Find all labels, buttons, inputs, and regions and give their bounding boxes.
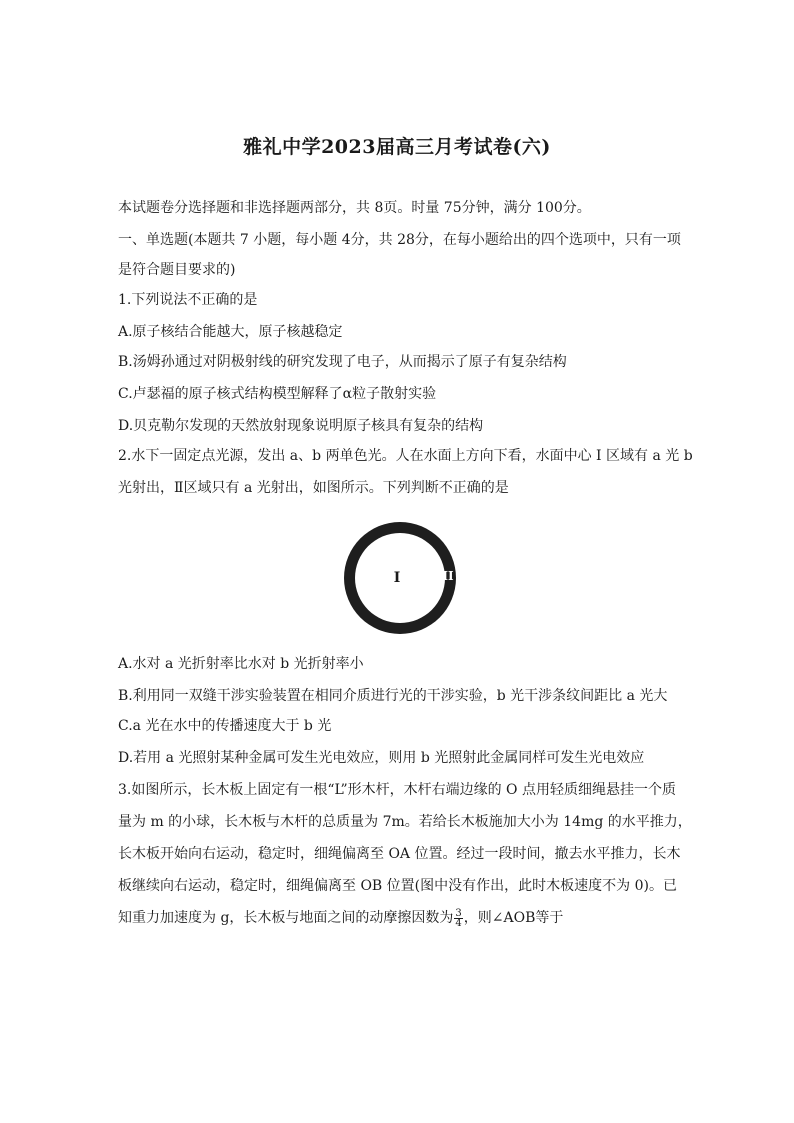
q2-stem-line1: 2.水下一固定点光源，发出 a、b 两单色光。人在水面上方向下看，水面中心 I 区域有 a 光 b bbox=[118, 448, 693, 464]
section-heading-cont: 是符合题目要求的) bbox=[118, 262, 236, 278]
page-title: 雅礼中学2023届高三月考试卷(六) bbox=[243, 136, 551, 158]
q3-line3: 长木板开始向右运动，稳定时，细绳偏离至 OA 位置。经过一段时间，撤去水平推力，长木 bbox=[118, 846, 681, 862]
region-ii-label: II bbox=[442, 569, 454, 583]
q3-line1: 3.如图所示，长木板上固定有一根“L”形木杆，木杆右端边缘的 O 点用轻质细绳悬挂一个质 bbox=[118, 782, 676, 798]
q2-option-d: D.若用 a 光照射某种金属可发生光电效应，则用 b 光照射此金属同样可发生光电效应 bbox=[118, 750, 645, 766]
q3-line5 bbox=[118, 908, 688, 928]
refraction-ring-figure bbox=[340, 518, 460, 638]
q1-option-b: B.汤姆孙通过对阴极射线的研究发现了电子，从而揭示了原子有复杂结构 bbox=[118, 354, 567, 370]
fraction-denominator: 4 bbox=[455, 917, 462, 929]
q2-option-b: B.利用同一双缝干涉实验装置在相同介质进行光的干涉实验，b 光干涉条纹间距比 a 光大 bbox=[118, 688, 668, 704]
intro-text: 本试题卷分选择题和非选择题两部分，共 8页。时量 75分钟，满分 100分。 bbox=[118, 200, 591, 216]
q2-option-c: C.a 光在水中的传播速度大于 b 光 bbox=[118, 718, 332, 734]
q1-option-a: A.原子核结合能越大，原子核越稳定 bbox=[118, 324, 343, 340]
q3-line5-end: ，则∠AOB等于 bbox=[463, 910, 564, 926]
section-heading: 一、单选题(本题共 7 小题，每小题 4分，共 28分，在每小题给出的四个选项中，只有一项 bbox=[118, 232, 681, 248]
q3-line4: 板继续向右运动，稳定时，细绳偏离至 OB 位置(图中没有作出，此时木板速度不为 0)。已 bbox=[118, 878, 677, 894]
q1-stem: 1.下列说法不正确的是 bbox=[118, 292, 258, 308]
q1-option-c: C.卢瑟福的原子核式结构模型解释了α粒子散射实验 bbox=[118, 386, 437, 402]
friction-coefficient-fraction bbox=[454, 909, 462, 928]
q2-stem-line2: 光射出，Ⅱ区域只有 a 光射出，如图所示。下列判断不正确的是 bbox=[118, 480, 509, 496]
q3-line5-text: 知重力加速度为 g，长木板与地面之间的动摩擦因数为 bbox=[118, 910, 454, 926]
q1-option-d: D.贝克勒尔发现的天然放射现象说明原子核具有复杂的结构 bbox=[118, 418, 484, 434]
region-i-label: I bbox=[393, 570, 401, 586]
fraction-numerator: 3 bbox=[455, 907, 462, 919]
q3-line2: 量为 m 的小球，长木板与木杆的总质量为 7m。若给长木板施加大小为 14mg 的水平推力， bbox=[118, 814, 692, 830]
q2-option-a: A.水对 a 光折射率比水对 b 光折射率小 bbox=[118, 656, 364, 672]
